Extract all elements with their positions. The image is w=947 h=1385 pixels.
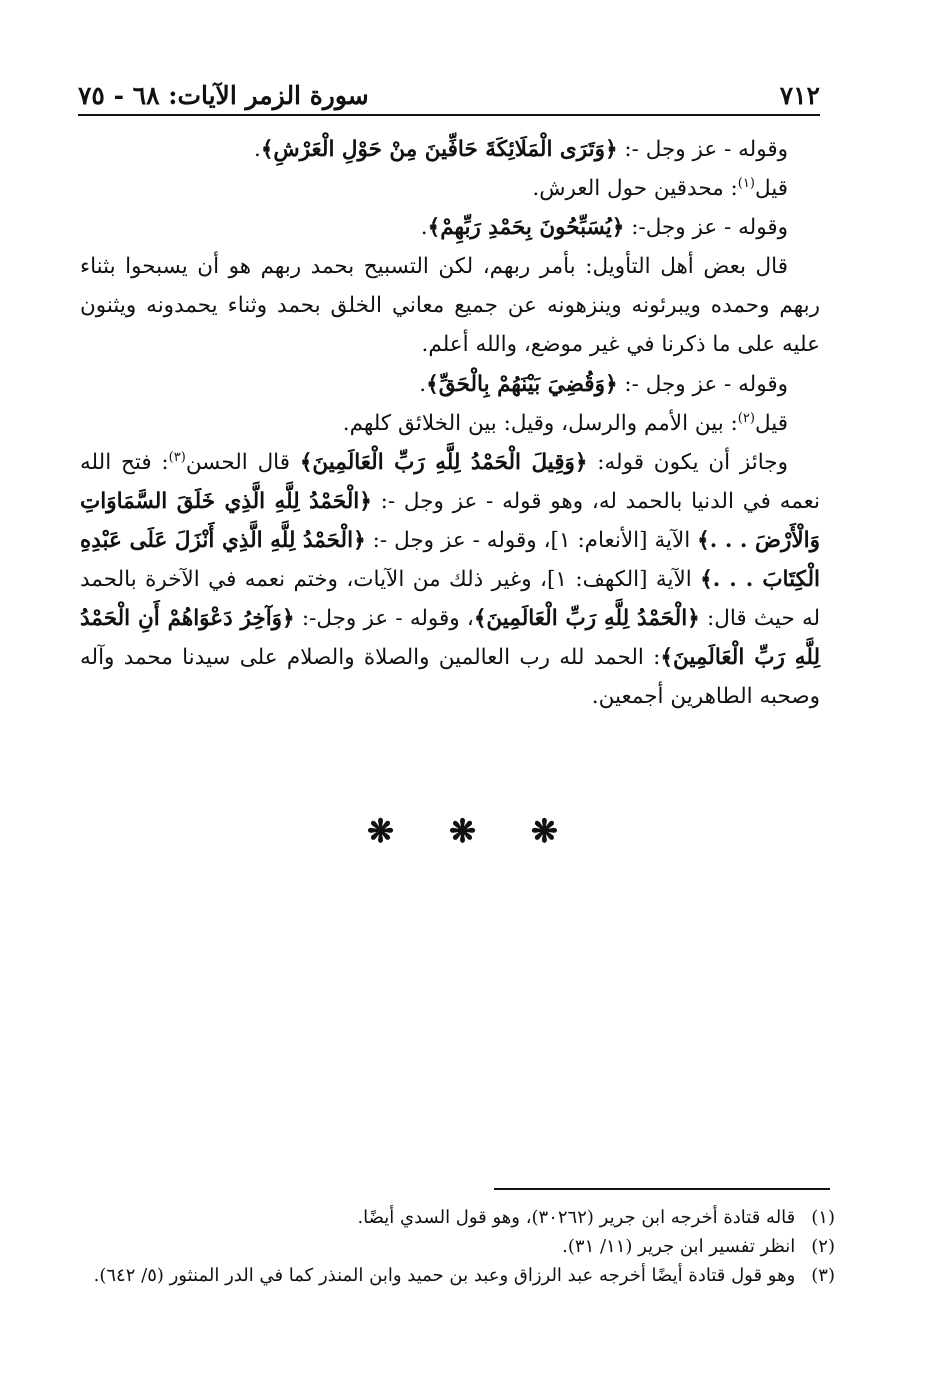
text-run: قيل — [754, 176, 788, 202]
text-run: . — [419, 371, 427, 397]
footnote — [80, 1261, 835, 1290]
footnote-number: (٢) — [811, 1236, 835, 1257]
text-run: وقوله - عز وجل-: — [624, 215, 788, 241]
text-run: وجائز أن يكون قوله: — [587, 449, 788, 475]
quran-quote: ﴿يُسَبِّحُونَ بِحَمْدِ رَبِّهِمْ﴾ — [427, 215, 625, 241]
main-text — [80, 130, 820, 716]
footnote-number: (١) — [811, 1207, 835, 1228]
quran-quote: ﴿الْحَمْدُ لِلَّهِ الَّذِي أَنْزَلَ عَلَى عَبْدِهِ الْكِتَابَ . . .﴾ — [80, 527, 820, 593]
text-run: قيل — [754, 410, 788, 436]
paragraph — [80, 208, 820, 247]
text-run: الآية [الأنعام: ١]، وقوله - عز وجل -: — [365, 527, 698, 553]
quran-quote: ﴿وَقِيلَ الْحَمْدُ لِلَّهِ رَبِّ الْعَالَمِينَ﴾ — [299, 449, 588, 475]
text-run: : الحمد لله رب العالمين والصلاة والصلام على سيدنا محمد وآله وصحبه الطاهرين أجمعين. — [80, 645, 820, 710]
section-separator: ❋ ❋ ❋ — [367, 812, 580, 850]
footnote-ref: (٣) — [168, 449, 186, 465]
text-run: الآية [الكهف: ١]، وغير ذلك من الآيات، وختم نعمه في الآخرة بالحمد له حيث قال: — [80, 567, 821, 632]
paragraph — [80, 169, 820, 208]
running-title: سورة الزمر الآيات: ٦٨ - ٧٥ — [78, 81, 369, 110]
page-header — [78, 62, 820, 110]
text-run: : محدقين حول العرش. — [532, 176, 738, 202]
text-run: وقوله - عز وجل -: — [617, 137, 788, 162]
footnote-rule — [494, 1188, 830, 1190]
paragraph — [80, 443, 820, 717]
text-run: ، وقوله - عز وجل-: — [294, 606, 474, 632]
footnote-ref: (١) — [737, 175, 755, 191]
paragraph — [80, 404, 820, 443]
text-run: . — [253, 137, 261, 162]
paragraph — [80, 365, 820, 404]
header-rule — [78, 114, 820, 116]
footnote-text: انظر تفسير ابن جرير (١١/ ٣١). — [562, 1236, 796, 1257]
quran-quote: ﴿وَقُضِيَ بَيْنَهُمْ بِالْحَقِّ﴾ — [426, 371, 618, 397]
text-run: . — [420, 215, 428, 241]
footnote — [80, 1232, 835, 1261]
quran-quote: ﴿وَآخِرُ دَعْوَاهُمْ أَنِ الْحَمْدُ لِلَّهِ رَبِّ الْعَالَمِينَ﴾ — [80, 606, 820, 671]
footnote-ref: (٢) — [737, 410, 755, 426]
page-number: ٧١٢ — [779, 81, 820, 110]
quran-quote: ﴿وَتَرَى الْمَلَائِكَةَ حَافِّينَ مِنْ حَوْلِ الْعَرْشِ﴾ — [260, 137, 618, 162]
text-run: وقوله - عز وجل -: — [617, 371, 788, 397]
footnote-text: قاله قتادة أخرجه ابن جرير (٣٠٢٦٢)، وهو قول السدي أيضًا. — [357, 1207, 796, 1228]
footnotes — [80, 1203, 835, 1290]
paragraph — [80, 130, 820, 169]
footnote-number: (٣) — [811, 1265, 835, 1286]
quran-quote: ﴿الْحَمْدُ لِلَّهِ الَّذِي خَلَقَ السَّمَاوَاتِ وَالْأَرْضَ . . .﴾ — [80, 488, 820, 553]
paragraph: قال بعض أهل التأويل: بأمر ربهم، لكن التسبيح بحمد ربهم هو أن يسبحوا بثناء ربهم وحمده ويبرئونه وينزهونه عن جميع معاني الخلق بحمد وثناء يحمدونه ويثنون عليه على ما ذكرنا في غير موضع، والله أعلم. — [80, 254, 820, 358]
text-run: : بين الأمم والرسل، وقيل: بين الخلائق كلهم. — [342, 410, 738, 436]
footnote-text: وهو قول قتادة أيضًا أخرجه عبد الرزاق وعبد بن حميد وابن المنذر كما في الدر المنثور (٥/ ٦٤٢). — [93, 1265, 796, 1286]
text-run: قال الحسن — [185, 449, 300, 475]
footnote — [80, 1203, 835, 1232]
quran-quote: ﴿الْحَمْدُ لِلَّهِ رَبِّ الْعَالَمِينَ﴾ — [473, 606, 700, 632]
text-run: : فتح الله نعمه في الدنيا بالحمد له، وهو قوله - عز وجل -: — [80, 449, 821, 514]
